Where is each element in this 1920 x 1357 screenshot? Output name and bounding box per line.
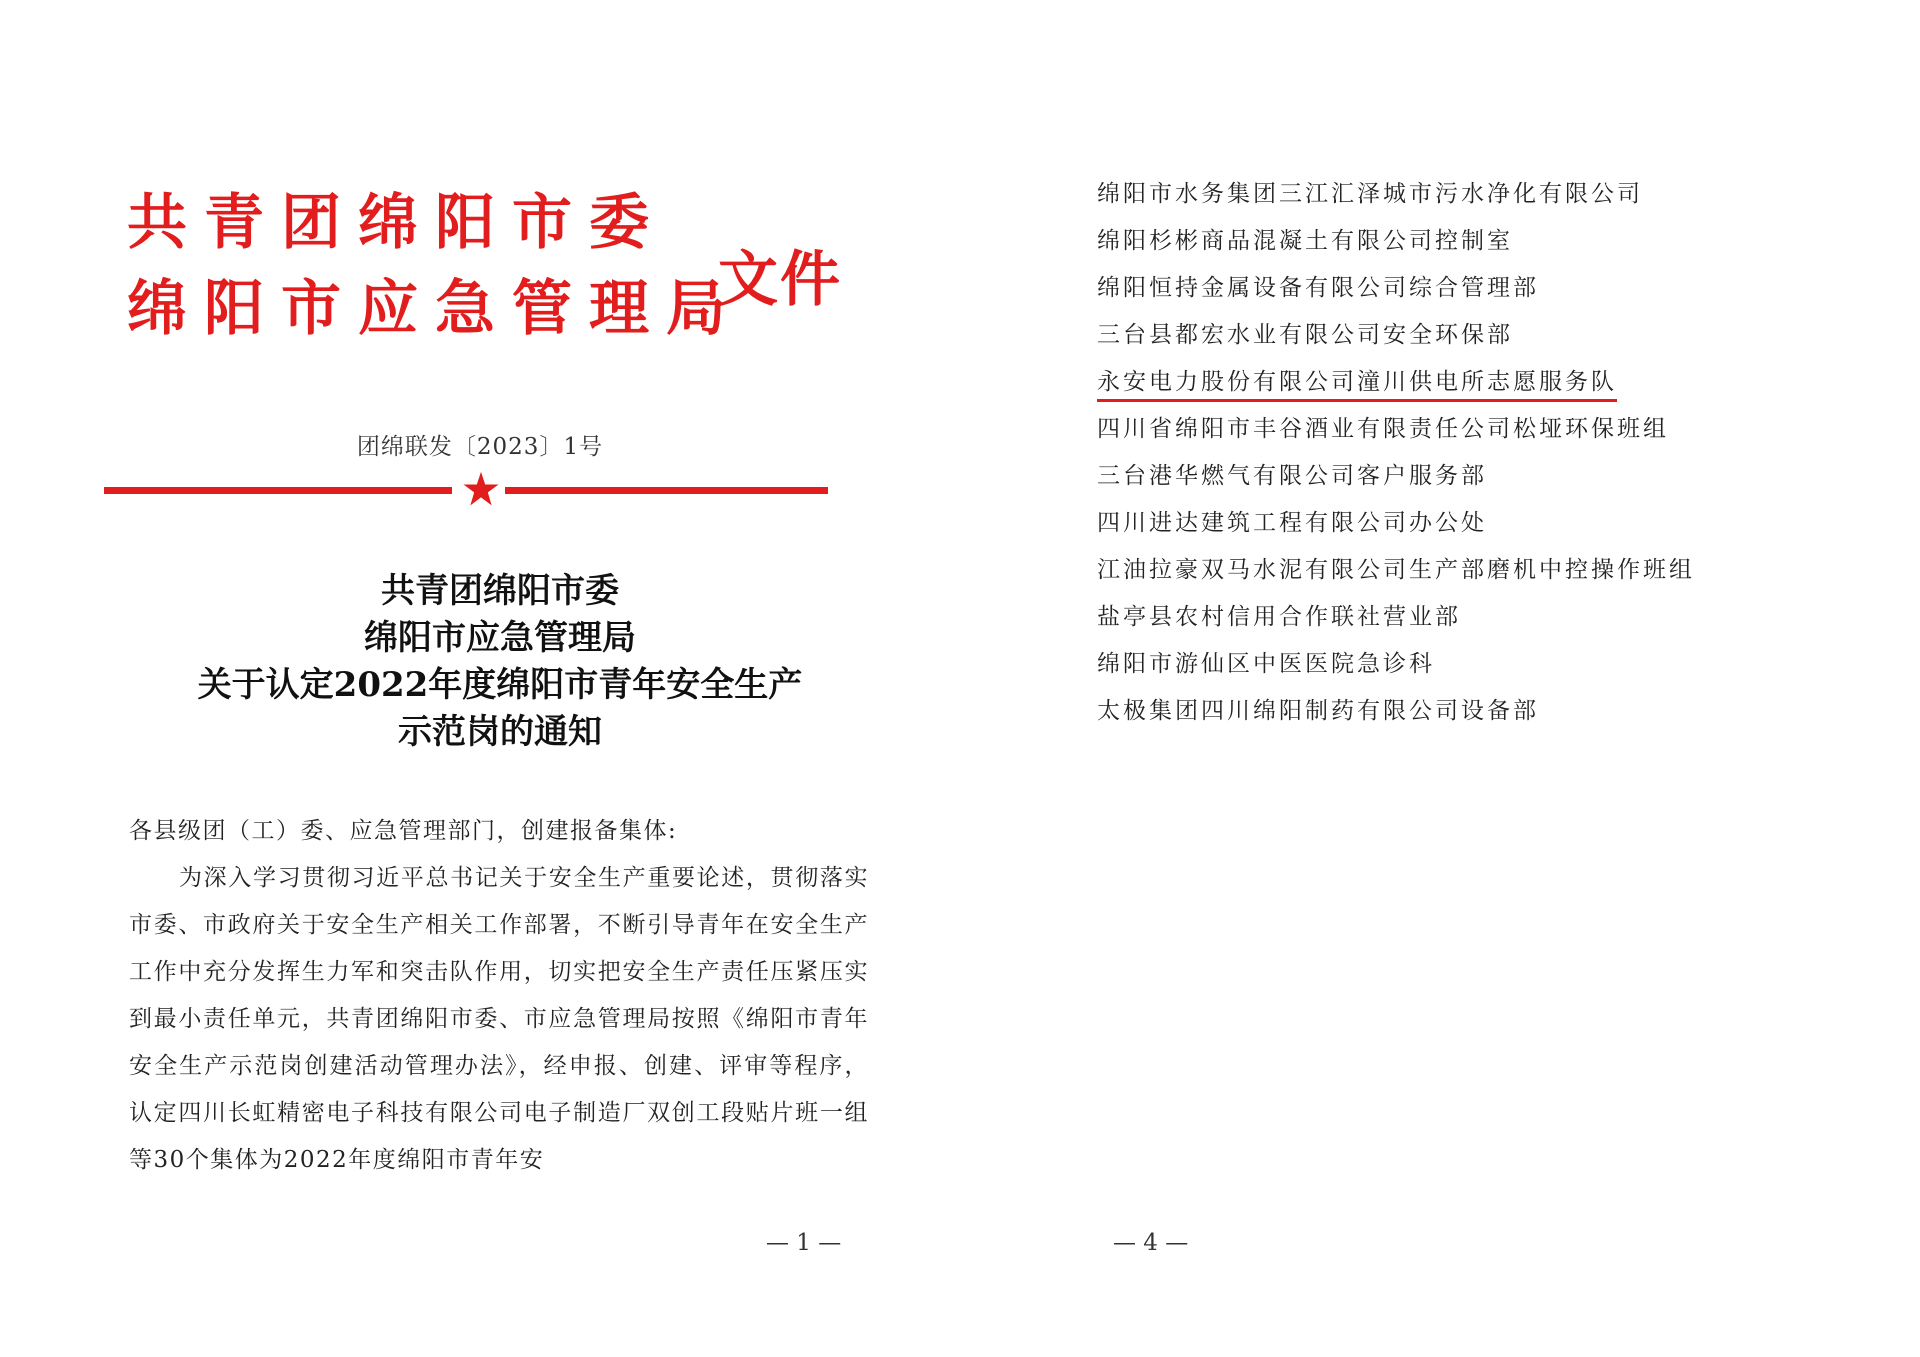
list-item-highlighted: 永安电力股份有限公司潼川供电所志愿服务队 bbox=[1097, 360, 1695, 407]
body-paragraph: 为深入学习贯彻习近平总书记关于安全生产重要论述，贯彻落实市委、市政府关于安全生产相关工作部署，不断引导青年在安全生产工作中充分发挥生力军和突击队作用，切实把安全生产责任压紧压实到最小责任单元，共青团绵阳市委、市应急管理局按照《绵阳市青年安全生产示范岗创建活动管理办法》，经申报、创建、评审等程序，认定四川长虹精密电子科技有限公司电子制造厂双创工段贴片班一组等30个集体为2022年度绵阳市青年安 bbox=[129, 865, 869, 1173]
list-item: 四川进达建筑工程有限公司办公处 bbox=[1097, 510, 1487, 536]
list-item: 四川省绵阳市丰谷酒业有限责任公司松垭环保班组 bbox=[1097, 416, 1669, 442]
document-number: 团绵联发〔2023〕1号 bbox=[356, 434, 604, 460]
list-item: 江油拉豪双马水泥有限公司生产部磨机中控操作班组 bbox=[1097, 557, 1695, 583]
notice-body bbox=[129, 808, 869, 1184]
title-line-4: 示范岗的通知 bbox=[398, 712, 602, 752]
salutation: 各县级团（工）委、应急管理部门，创建报备集体: bbox=[129, 818, 678, 844]
list-item: 绵阳杉彬商品混凝土有限公司控制室 bbox=[1097, 228, 1513, 254]
notice-title bbox=[0, 568, 1000, 756]
page-number-right: — 4 — bbox=[1113, 1230, 1189, 1256]
organization-list bbox=[1097, 172, 1695, 736]
list-item: 绵阳市游仙区中医医院急诊科 bbox=[1097, 651, 1435, 677]
issuing-agencies-header bbox=[127, 180, 743, 352]
list-item: 绵阳恒持金属设备有限公司综合管理部 bbox=[1097, 275, 1539, 301]
page-number-left: — 1 — bbox=[766, 1230, 842, 1256]
red-divider-right bbox=[505, 487, 828, 494]
list-item: 太极集团四川绵阳制药有限公司设备部 bbox=[1097, 698, 1539, 724]
list-item: 盐亭县农村信用合作联社营业部 bbox=[1097, 604, 1461, 630]
list-item: 三台县都宏水业有限公司安全环保部 bbox=[1097, 322, 1513, 348]
star-icon bbox=[462, 470, 500, 508]
header-agency-1: 共青团绵阳市委 bbox=[127, 188, 666, 258]
red-divider-left bbox=[104, 487, 452, 494]
title-line-3: 关于认定2022年度绵阳市青年安全生产 bbox=[197, 665, 803, 705]
title-line-1: 共青团绵阳市委 bbox=[381, 571, 619, 611]
header-document-label: 文件 bbox=[718, 245, 842, 315]
header-agency-2: 绵阳市应急管理局 bbox=[127, 274, 743, 344]
list-item: 三台港华燃气有限公司客户服务部 bbox=[1097, 463, 1487, 489]
title-line-2: 绵阳市应急管理局 bbox=[364, 618, 636, 658]
list-item: 绵阳市水务集团三江汇泽城市污水净化有限公司 bbox=[1097, 181, 1643, 207]
